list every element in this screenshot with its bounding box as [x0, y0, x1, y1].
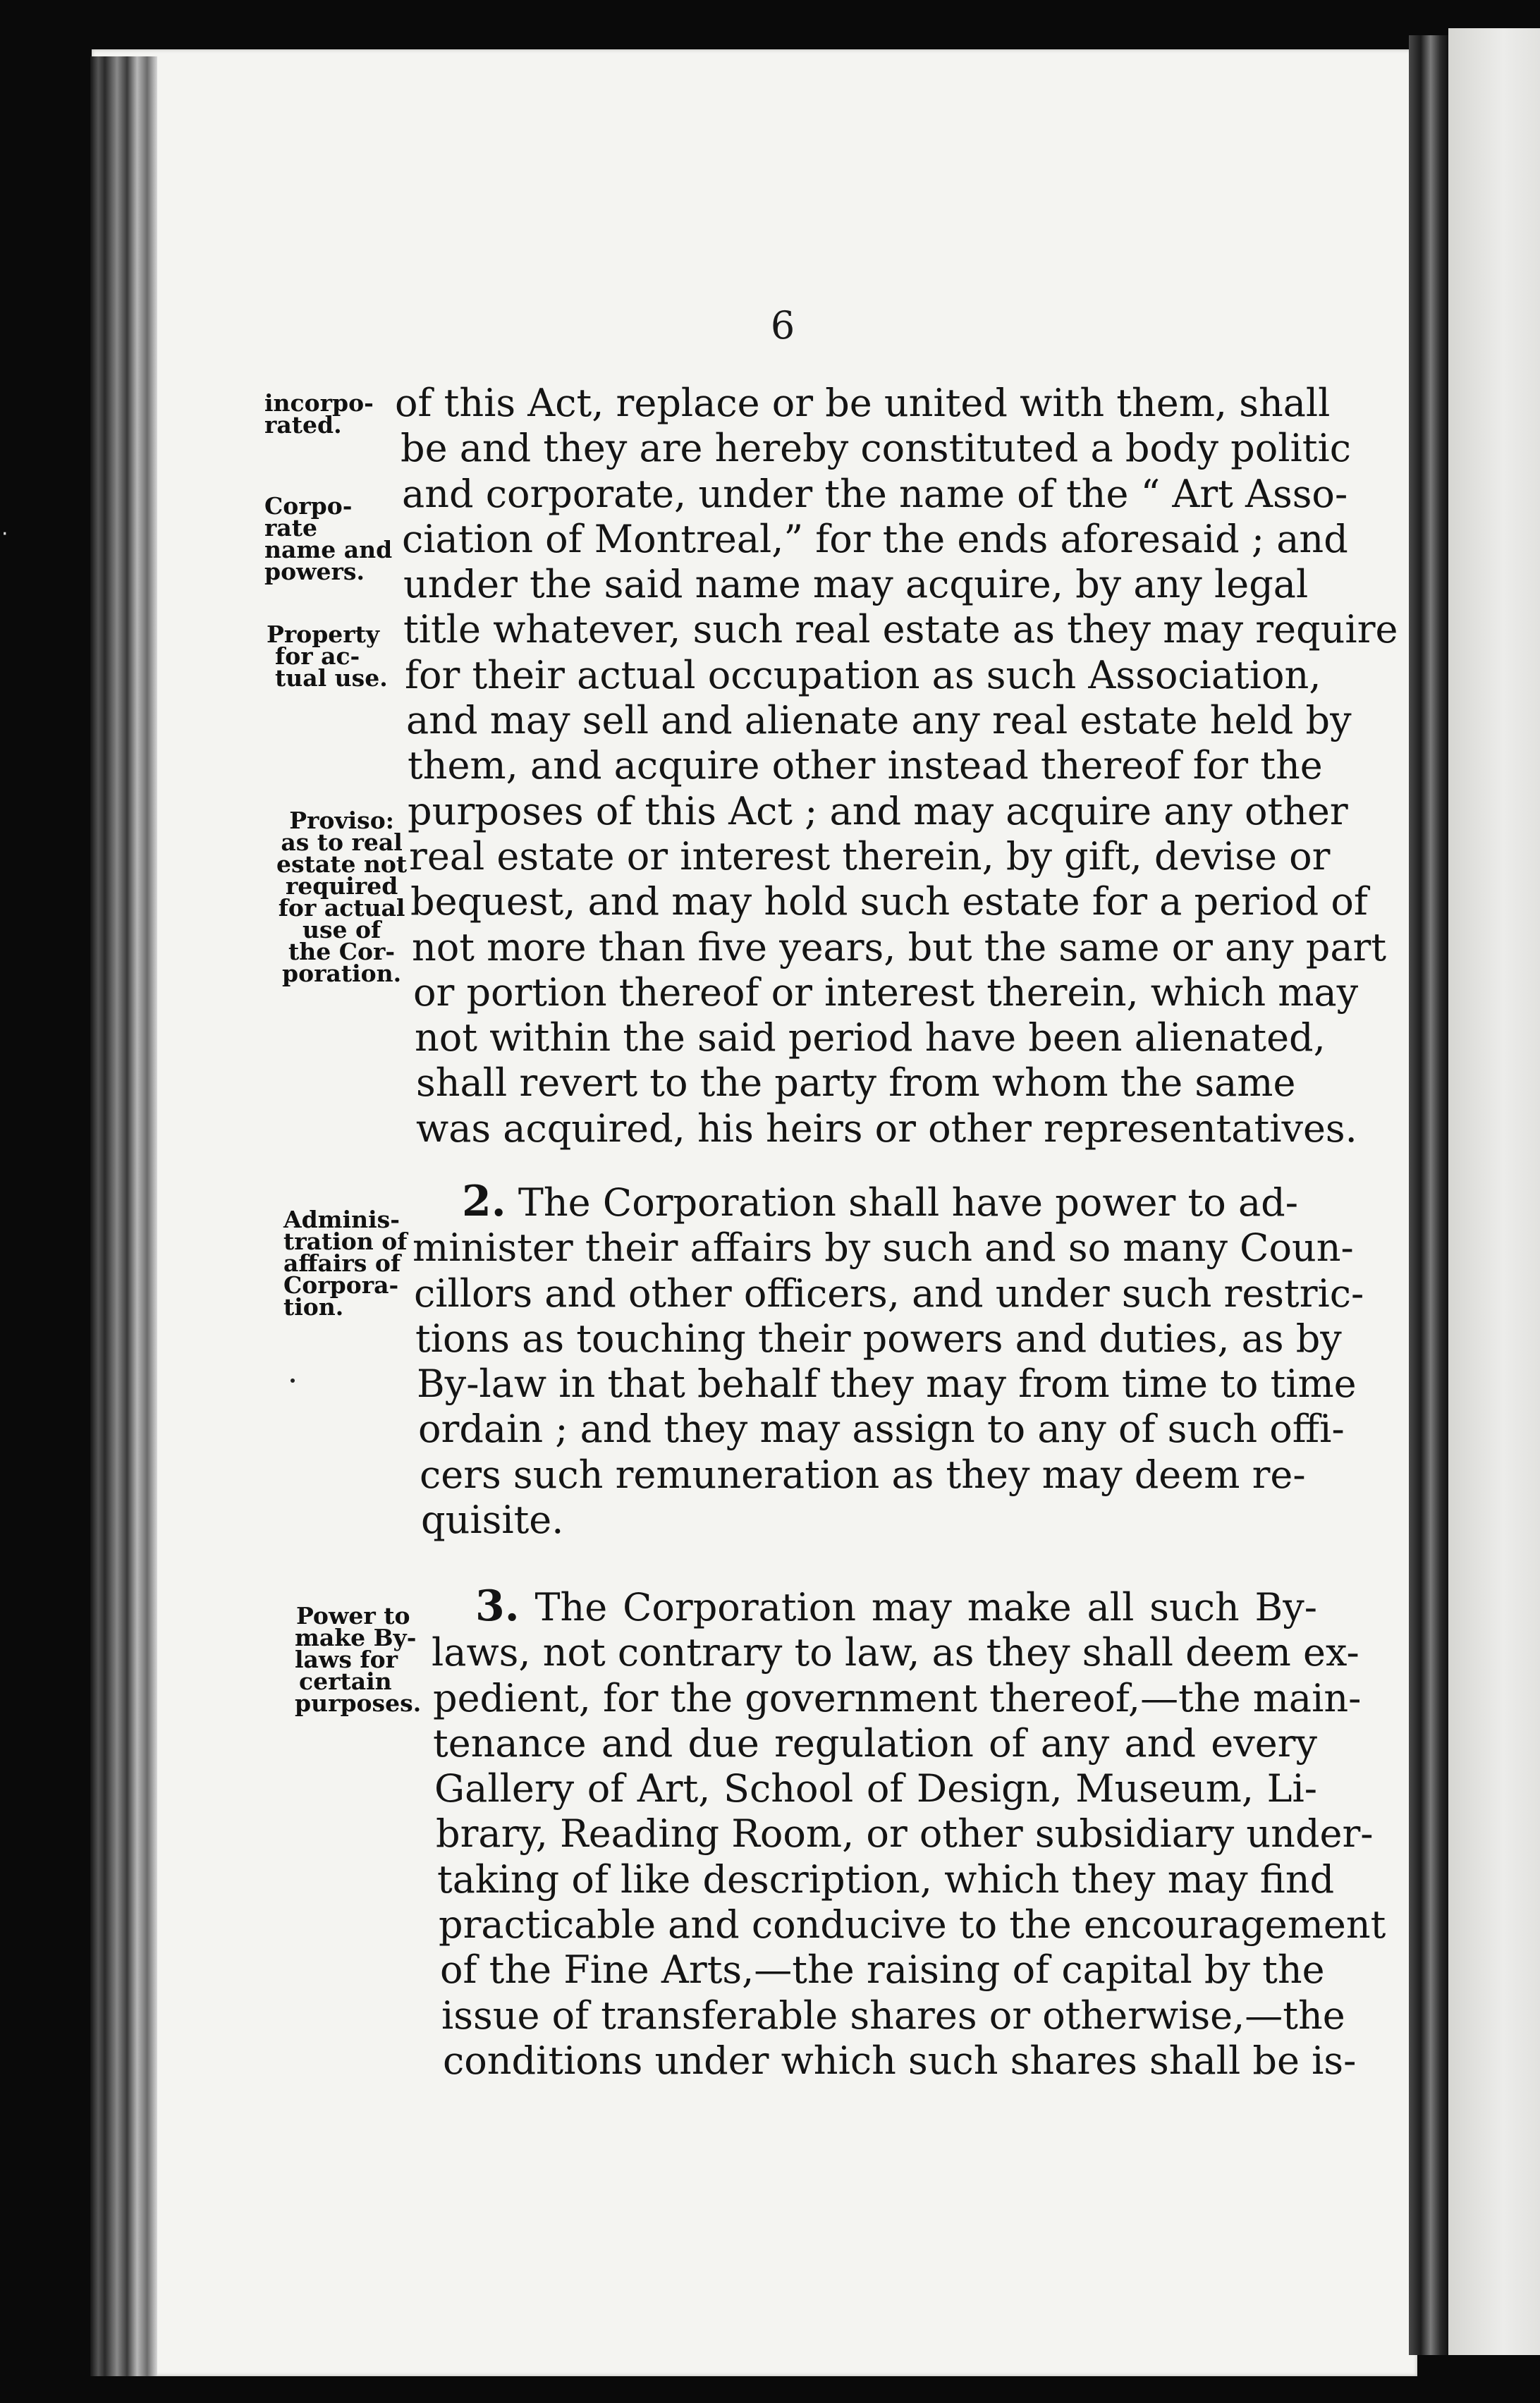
margin-note-line: make By- [295, 1624, 417, 1651]
margin-note-line: powers. [264, 558, 365, 585]
text-line: for their actual occupation as such Association, [405, 652, 1321, 697]
adjacent-page [1448, 28, 1540, 2355]
section-3 [432, 1582, 1386, 2084]
stray-mark [291, 1378, 295, 1383]
margin-note-line: name and [264, 536, 393, 563]
section-2 [412, 1177, 1364, 1543]
margin-note-corporate-name [264, 492, 393, 585]
margin-note-line: rated. [264, 411, 342, 439]
margin-note-line: estate not [276, 850, 408, 878]
margin-note-line: affairs of [283, 1249, 401, 1277]
section-number: 3. [475, 1582, 520, 1631]
book-binding-edge [90, 56, 157, 2376]
text-line: of this Act, replace or be united with them, shall [395, 381, 1331, 425]
margin-note-line: tual use. [275, 664, 388, 692]
page-number: 6 [770, 303, 795, 348]
margin-note-property [267, 620, 388, 692]
margin-note-line: certain [299, 1668, 392, 1695]
text-line: purposes of this Act ; and may acquire any other [408, 788, 1348, 833]
margin-note-line: Corpora- [283, 1271, 399, 1299]
margin-note-line: tration of [283, 1228, 408, 1255]
text-line: of the Fine Arts,—the raising of capital by the [440, 1948, 1325, 1993]
text-line: be and they are hereby constituted a body politic [401, 426, 1351, 471]
text-line: tions as touching their powers and duties, as by [415, 1316, 1342, 1361]
margin-note-line: Adminis- [283, 1206, 400, 1233]
text-line: laws, not contrary to law, as they shall deem ex- [432, 1630, 1359, 1675]
margin-note-line: Corpo- [264, 492, 353, 520]
text-line: pedient, for the government thereof,—the main- [433, 1675, 1362, 1720]
margin-note-proviso [276, 807, 408, 987]
text-line-content: The Corporation may make all such By- [534, 1585, 1317, 1629]
margin-note-line: rate [264, 514, 318, 542]
margin-note-bylaws [295, 1602, 422, 1717]
margin-note-line: laws for [295, 1646, 398, 1673]
page-edge-right [1409, 35, 1448, 2355]
text-line: cers such remuneration as they may deem re- [420, 1452, 1306, 1497]
margin-note-line: Power to [296, 1602, 410, 1629]
margin-note-line: purposes. [295, 1689, 422, 1717]
text-line: quisite. [421, 1498, 564, 1543]
text-line: minister their affairs by such and so many Coun- [412, 1225, 1354, 1271]
margin-note-line: incorpo- [264, 389, 374, 417]
text-line: ciation of Montreal,” for the ends aforesaid ; and [402, 516, 1348, 561]
text-line-content: The Corporation shall have power to ad- [518, 1180, 1299, 1225]
text-line [412, 1179, 1298, 1225]
margin-note-line: required [285, 872, 398, 900]
margin-note-incorporated [264, 389, 374, 439]
text-line: bequest, and may hold such estate for a period of [410, 879, 1368, 924]
text-line: brary, Reading Room, or other subsidiary under- [436, 1811, 1374, 1857]
margin-note-line: for actual [278, 894, 405, 922]
text-line: them, and acquire other instead thereof for the [408, 743, 1323, 788]
text-line: shall revert to the party from whom the same [416, 1060, 1296, 1106]
text-line: cillors and other officers, and under such restric- [414, 1271, 1364, 1316]
margin-note-line: for ac- [275, 642, 360, 670]
text-line: tenance and due regulation of any and every [433, 1720, 1317, 1766]
text-line: issue of transferable shares or otherwise,—the [441, 1993, 1345, 2038]
text-line: not within the said period have been alienated, [415, 1015, 1326, 1060]
text-line: By-law in that behalf they may from time to time [417, 1362, 1357, 1407]
text-line: taking of like description, which they may find [437, 1857, 1335, 1902]
text-line: and may sell and alienate any real estate held by [406, 698, 1352, 743]
text-line: real estate or interest therein, by gift, devise or [409, 833, 1331, 879]
text-line: and corporate, under the name of the “ Art Asso- [402, 471, 1348, 516]
margin-note-line: poration. [282, 960, 402, 987]
text-line: Gallery of Art, School of Design, Museum, Li- [434, 1766, 1317, 1811]
text-line: practicable and conducive to the encouragement [439, 1902, 1386, 1948]
margin-note-line: tion. [283, 1293, 344, 1321]
margin-note-line: as to real [281, 828, 403, 856]
margin-note-line: use of [302, 916, 381, 943]
text-line: was acquired, his heirs or other representatives. [416, 1106, 1357, 1151]
text-line: or portion thereof or interest therein, which may [413, 970, 1359, 1015]
text-line: under the said name may acquire, by any legal [403, 562, 1309, 607]
margin-note-line: the Cor- [288, 938, 396, 965]
text-line [432, 1584, 1317, 1630]
text-line: not more than five years, but the same or any part [412, 924, 1387, 970]
margin-note-line: Proviso: [289, 807, 394, 834]
text-line: conditions under which such shares shall be is- [443, 2038, 1357, 2083]
margin-note-line: Property [267, 620, 380, 648]
section-number: 2. [462, 1177, 506, 1226]
paragraph-continued [395, 381, 1398, 1151]
text-line: title whatever, such real estate as they may require [403, 607, 1398, 652]
text-line: ordain ; and they may assign to any of such offi- [418, 1407, 1345, 1452]
margin-note-administration [283, 1206, 408, 1321]
scan-artifact: · [1, 522, 8, 546]
